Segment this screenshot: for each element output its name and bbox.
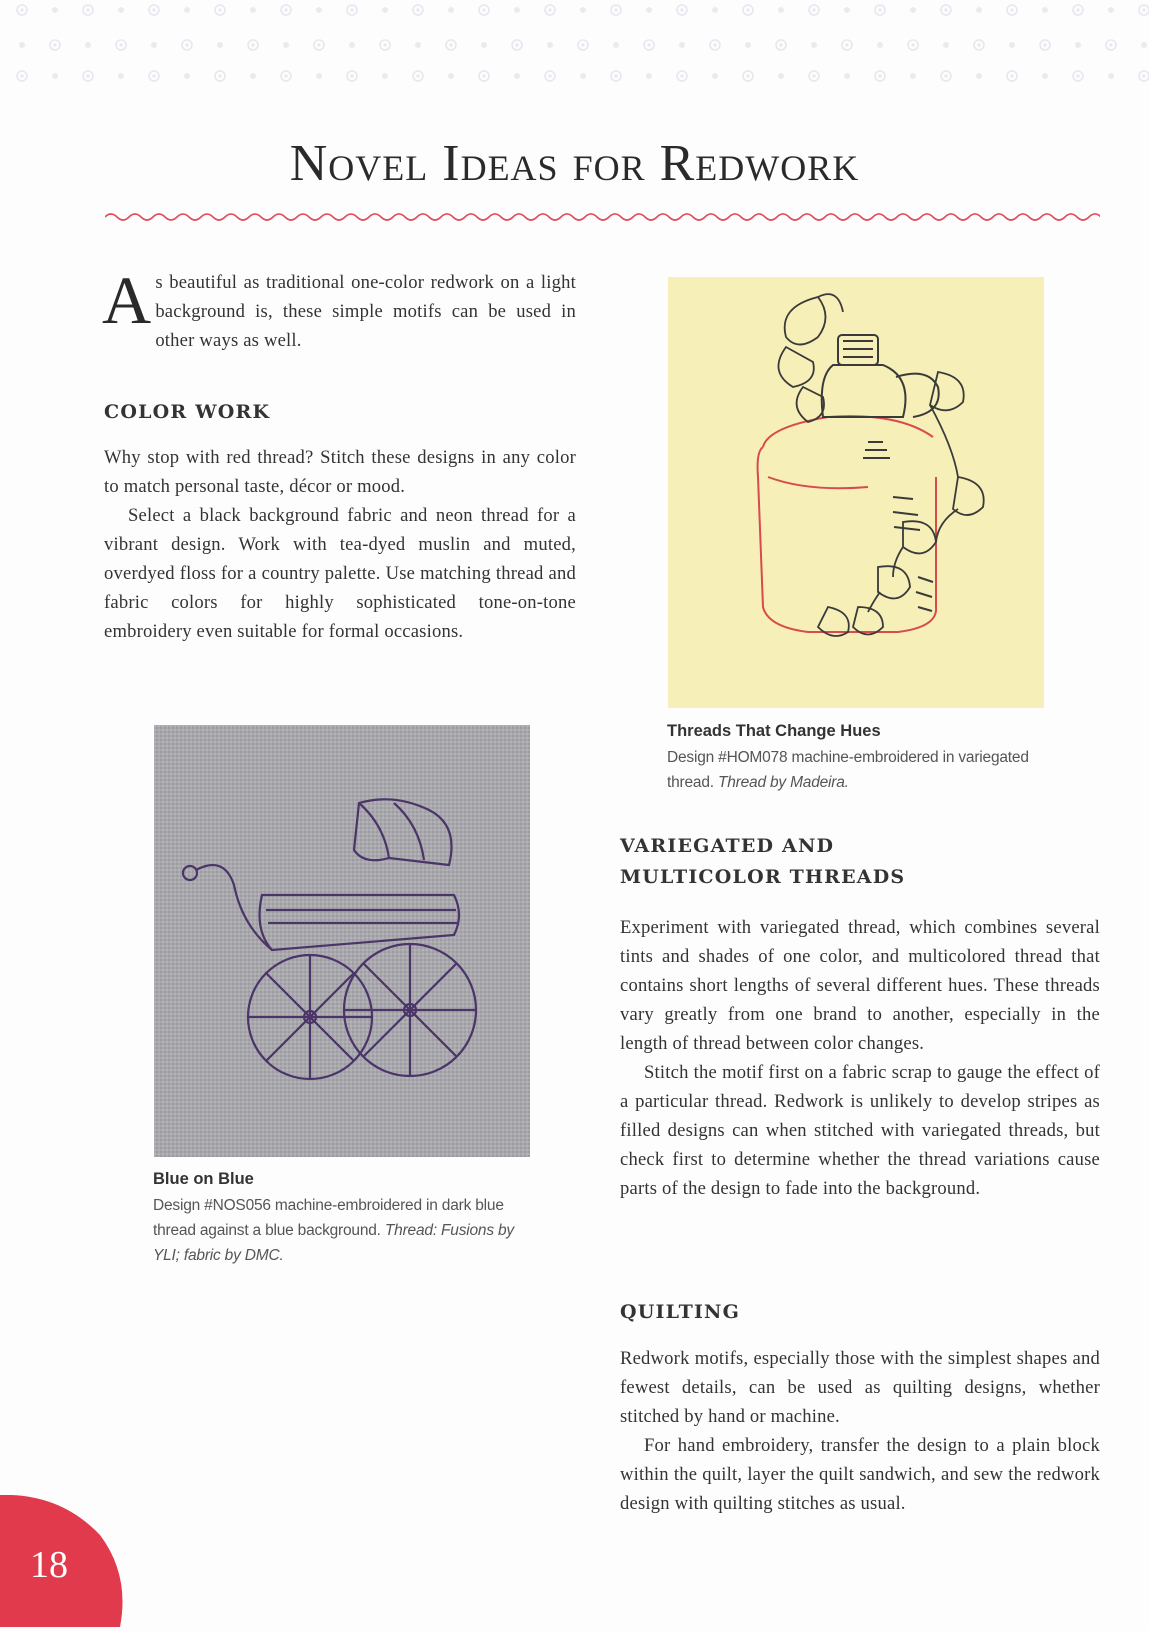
caption-carriage-title: Blue on Blue <box>153 1170 254 1188</box>
intro-and-color-work <box>102 262 576 646</box>
caption-jug-title: Threads That Change Hues <box>667 722 881 740</box>
color-work-paragraph-1: Why stop with red thread? Stitch these designs in any color to match personal taste, décor or mood. <box>104 447 576 497</box>
section-quilting <box>620 1297 1100 1518</box>
page-number-tab <box>0 1495 124 1627</box>
quilting-paragraph-2: For hand embroidery, transfer the design to a plain block within the quilt, layer the quilt sandwich, and sew the redwork design with quilting stitches as usual. <box>620 1435 1100 1514</box>
floral-dot-border <box>0 0 1149 100</box>
quilting-paragraph-1: Redwork motifs, especially those with the simplest shapes and fewest details, can be used as quilting designs, whether stitched by hand or machine. <box>620 1348 1100 1427</box>
heading-variegated: VARIEGATED AND MULTICOLOR THREADS <box>620 835 906 888</box>
photo-carriage-embroidery <box>154 725 530 1157</box>
heading-color-work: COLOR WORK <box>104 401 271 423</box>
variegated-paragraph-1: Experiment with variegated thread, which combines several tints and shades of one color, and multicolored thread that contains short lengths of several different hues. These threads vary greatly from one brand to another, especially in the length of thread between color changes. <box>620 917 1100 1054</box>
variegated-paragraph-2: Stitch the motif first on a fabric scrap to gauge the effect of a particular thread. Redwork is unlikely to develop stripes as filled designs can when stitched with variegated threads, but check first to determine whether the thread variations cause parts of the design to fade into the background. <box>620 1062 1100 1199</box>
photo-jug-embroidery <box>668 277 1044 708</box>
caption-jug-text: Design #HOM078 machine-embroidered in variegated thread. Thread by Madeira. <box>667 749 1029 791</box>
caption-carriage-text: Design #NOS056 machine-embroidered in dark blue thread against a blue background. Thread: Fusions by YLI; fabric by DMC. <box>153 1197 514 1264</box>
intro-text: s beautiful as traditional one-color redwork on a light background is, these simple motifs can be used in other ways as well. <box>155 272 576 351</box>
caption-jug-credit: Thread by Madeira. <box>717 774 849 791</box>
jug-motif-illustration <box>668 277 1044 708</box>
page-number: 18 <box>30 1544 68 1586</box>
heading-quilting: QUILTING <box>620 1301 741 1323</box>
color-work-paragraph-2: Select a black background fabric and neon thread for a vibrant design. Work with tea-dyed muslin and muted, overdyed floss for a country palette. Use matching thread and fabric colors for highly sophisticated tone-on-tone embroidery even suitable for formal occasions. <box>104 505 576 642</box>
caption-carriage-credit: Thread: Fusions by YLI; fabric by DMC. <box>153 1222 514 1264</box>
caption-carriage <box>153 1170 533 1268</box>
carriage-motif-illustration <box>154 725 530 1157</box>
section-variegated <box>620 831 1100 1203</box>
drop-cap: A <box>102 262 152 338</box>
intro-paragraph <box>102 262 576 355</box>
caption-jug <box>667 722 1047 795</box>
wavy-divider <box>105 210 1100 224</box>
page-title: Novel Ideas for Redwork <box>289 135 860 192</box>
